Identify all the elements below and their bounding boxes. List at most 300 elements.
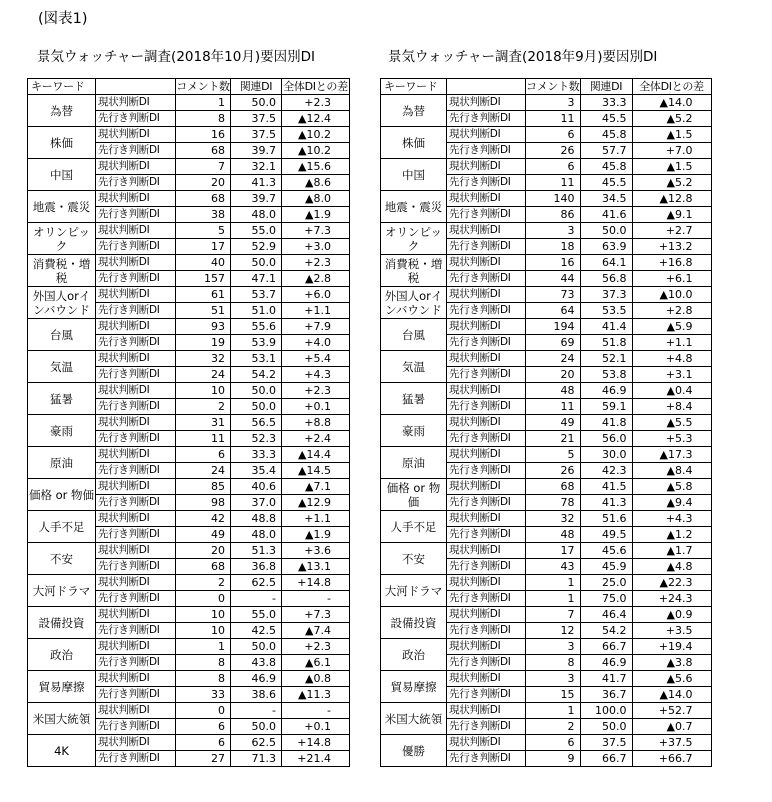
header-row xyxy=(381,79,712,95)
diff-overall-di-cell: +19.4 xyxy=(632,639,711,655)
keyword-cell: 株価 xyxy=(28,127,96,159)
diff-overall-di-cell: +3.6 xyxy=(282,543,350,559)
keyword-cell: 猛暑 xyxy=(28,383,96,415)
judgment-type-cell: 現状判断DI xyxy=(447,639,526,655)
header-diff-overall-di: 全体DIとの差 xyxy=(632,79,711,95)
comment-count-cell: 49 xyxy=(526,415,581,431)
diff-overall-di-cell: +7.9 xyxy=(282,319,350,335)
related-di-cell: 46.4 xyxy=(580,607,632,623)
related-di-cell: 38.6 xyxy=(231,687,282,703)
judgment-type-cell: 現状判断DI xyxy=(96,95,176,111)
header-type xyxy=(447,79,526,95)
comment-count-cell: 8 xyxy=(526,655,581,671)
related-di-cell: 59.1 xyxy=(580,399,632,415)
related-di-cell: 36.8 xyxy=(231,559,282,575)
related-di-cell: 32.1 xyxy=(231,159,282,175)
header-related-di: 関連DI xyxy=(231,79,282,95)
table-title-sep: 景気ウォッチャー調査(2018年9月)要因別DI xyxy=(388,49,658,65)
related-di-cell: 54.2 xyxy=(231,367,282,383)
related-di-cell: 45.5 xyxy=(580,175,632,191)
diff-overall-di-cell: +2.4 xyxy=(282,431,350,447)
related-di-cell: 51.6 xyxy=(580,511,632,527)
table-row xyxy=(28,735,350,751)
judgment-type-cell: 先行き判断DI xyxy=(447,719,526,735)
diff-overall-di-cell: +3.1 xyxy=(632,367,711,383)
comment-count-cell: 6 xyxy=(526,127,581,143)
related-di-cell: 41.4 xyxy=(580,319,632,335)
related-di-cell: 75.0 xyxy=(580,591,632,607)
keyword-cell: 政治 xyxy=(381,639,447,671)
related-di-cell: 63.9 xyxy=(580,239,632,255)
comment-count-cell: 26 xyxy=(526,463,581,479)
judgment-type-cell: 先行き判断DI xyxy=(447,623,526,639)
diff-overall-di-cell: ▲5.6 xyxy=(632,671,711,687)
comment-count-cell: 6 xyxy=(526,735,581,751)
comment-count-cell: 2 xyxy=(176,399,231,415)
related-di-cell: 41.7 xyxy=(580,671,632,687)
judgment-type-cell: 現状判断DI xyxy=(447,735,526,751)
table-row xyxy=(28,287,350,303)
judgment-type-cell: 先行き判断DI xyxy=(447,367,526,383)
diff-overall-di-cell: +4.0 xyxy=(282,335,350,351)
diff-overall-di-cell: ▲7.1 xyxy=(282,479,350,495)
keyword-cell: 地震・震災 xyxy=(28,191,96,223)
table-row xyxy=(28,639,350,655)
table-row xyxy=(381,255,712,271)
judgment-type-cell: 現状判断DI xyxy=(447,191,526,207)
comment-count-cell: 69 xyxy=(526,335,581,351)
keyword-di-table-oct xyxy=(27,78,350,767)
table-row xyxy=(381,671,712,687)
diff-overall-di-cell: ▲7.4 xyxy=(282,623,350,639)
diff-overall-di-cell: +14.8 xyxy=(282,575,350,591)
table-row xyxy=(381,159,712,175)
related-di-cell: 30.0 xyxy=(580,447,632,463)
keyword-cell: 中国 xyxy=(28,159,96,191)
related-di-cell: 45.8 xyxy=(580,127,632,143)
diff-overall-di-cell: +6.1 xyxy=(632,271,711,287)
comment-count-cell: 32 xyxy=(526,511,581,527)
related-di-cell: 50.0 xyxy=(231,95,282,111)
comment-count-cell: 18 xyxy=(526,239,581,255)
judgment-type-cell: 先行き判断DI xyxy=(96,207,176,223)
keyword-cell: 気温 xyxy=(381,351,447,383)
judgment-type-cell: 先行き判断DI xyxy=(447,751,526,767)
keyword-cell: 人手不足 xyxy=(381,511,447,543)
related-di-cell: 37.5 xyxy=(231,111,282,127)
related-di-cell: 37.0 xyxy=(231,495,282,511)
diff-overall-di-cell: ▲9.4 xyxy=(632,495,711,511)
diff-overall-di-cell: ▲4.8 xyxy=(632,559,711,575)
diff-overall-di-cell: ▲5.5 xyxy=(632,415,711,431)
comment-count-cell: 7 xyxy=(176,159,231,175)
comment-count-cell: 3 xyxy=(526,223,581,239)
related-di-cell: 41.8 xyxy=(580,415,632,431)
comment-count-cell: 157 xyxy=(176,271,231,287)
comment-count-cell: 10 xyxy=(176,623,231,639)
related-di-cell: 50.0 xyxy=(231,383,282,399)
judgment-type-cell: 現状判断DI xyxy=(447,671,526,687)
comment-count-cell: 9 xyxy=(526,751,581,767)
related-di-cell: 51.0 xyxy=(231,303,282,319)
related-di-cell: 35.4 xyxy=(231,463,282,479)
related-di-cell: 37.5 xyxy=(231,127,282,143)
related-di-cell: 34.5 xyxy=(580,191,632,207)
judgment-type-cell: 先行き判断DI xyxy=(96,271,176,287)
keyword-cell: 中国 xyxy=(381,159,447,191)
judgment-type-cell: 現状判断DI xyxy=(96,575,176,591)
diff-overall-di-cell: +7.0 xyxy=(632,143,711,159)
table-row xyxy=(28,703,350,719)
judgment-type-cell: 先行き判断DI xyxy=(447,527,526,543)
related-di-cell: 37.3 xyxy=(580,287,632,303)
diff-overall-di-cell: ▲10.2 xyxy=(282,143,350,159)
keyword-cell: オリンピック xyxy=(28,223,96,255)
related-di-cell: 48.0 xyxy=(231,207,282,223)
comment-count-cell: 61 xyxy=(176,287,231,303)
comment-count-cell: 0 xyxy=(176,591,231,607)
comment-count-cell: 8 xyxy=(176,655,231,671)
header-diff-overall-di: 全体DIとの差 xyxy=(283,80,348,93)
diff-overall-di-cell: ▲14.5 xyxy=(282,463,350,479)
comment-count-cell: 32 xyxy=(176,351,231,367)
keyword-cell: 貿易摩擦 xyxy=(381,671,447,703)
related-di-cell: 57.7 xyxy=(580,143,632,159)
related-di-cell: 56.0 xyxy=(580,431,632,447)
related-di-cell: - xyxy=(231,703,282,719)
comment-count-cell: 73 xyxy=(526,287,581,303)
related-di-cell: 39.7 xyxy=(231,143,282,159)
table-row xyxy=(28,319,350,335)
judgment-type-cell: 先行き判断DI xyxy=(96,655,176,671)
keyword-cell: 人手不足 xyxy=(28,511,96,543)
table-row xyxy=(28,543,350,559)
keyword-cell: 価格 or 物価 xyxy=(381,479,447,511)
comment-count-cell: 1 xyxy=(176,95,231,111)
judgment-type-cell: 先行き判断DI xyxy=(96,559,176,575)
diff-overall-di-cell: ▲13.1 xyxy=(282,559,350,575)
diff-overall-di-cell: +14.8 xyxy=(282,735,350,751)
table-row xyxy=(381,447,712,463)
judgment-type-cell: 現状判断DI xyxy=(96,511,176,527)
judgment-type-cell: 現状判断DI xyxy=(96,383,176,399)
table-row xyxy=(28,479,350,495)
table-row xyxy=(28,351,350,367)
comment-count-cell: 1 xyxy=(526,591,581,607)
comment-count-cell: 11 xyxy=(526,111,581,127)
keyword-cell: 貿易摩擦 xyxy=(28,671,96,703)
related-di-cell: 40.6 xyxy=(231,479,282,495)
related-di-cell: 42.5 xyxy=(231,623,282,639)
comment-count-cell: 27 xyxy=(176,751,231,767)
judgment-type-cell: 先行き判断DI xyxy=(447,399,526,415)
table-row xyxy=(28,607,350,623)
comment-count-cell: 68 xyxy=(526,479,581,495)
keyword-cell: 設備投資 xyxy=(381,607,447,639)
table-row xyxy=(381,351,712,367)
comment-count-cell: 20 xyxy=(176,543,231,559)
comment-count-cell: 10 xyxy=(176,383,231,399)
header-comment-count: コメント数 xyxy=(176,80,230,93)
comment-count-cell: 0 xyxy=(176,703,231,719)
comment-count-cell: 20 xyxy=(176,175,231,191)
table-row xyxy=(381,415,712,431)
judgment-type-cell: 先行き判断DI xyxy=(96,623,176,639)
table-row xyxy=(28,95,350,111)
comment-count-cell: 51 xyxy=(176,303,231,319)
judgment-type-cell: 現状判断DI xyxy=(96,703,176,719)
related-di-cell: 100.0 xyxy=(580,703,632,719)
related-di-cell: 46.9 xyxy=(580,655,632,671)
diff-overall-di-cell: - xyxy=(282,591,350,607)
related-di-cell: 36.7 xyxy=(580,687,632,703)
diff-overall-di-cell: ▲9.1 xyxy=(632,207,711,223)
comment-count-cell: 8 xyxy=(176,111,231,127)
judgment-type-cell: 先行き判断DI xyxy=(96,591,176,607)
table-row xyxy=(381,479,712,495)
table-row xyxy=(381,543,712,559)
judgment-type-cell: 先行き判断DI xyxy=(96,175,176,191)
judgment-type-cell: 現状判断DI xyxy=(96,191,176,207)
judgment-type-cell: 先行き判断DI xyxy=(447,687,526,703)
related-di-cell: 54.2 xyxy=(580,623,632,639)
diff-overall-di-cell: ▲10.0 xyxy=(632,287,711,303)
diff-overall-di-cell: +4.3 xyxy=(282,367,350,383)
table-row xyxy=(381,287,712,303)
judgment-type-cell: 現状判断DI xyxy=(96,159,176,175)
comment-count-cell: 6 xyxy=(176,447,231,463)
related-di-cell: 53.1 xyxy=(231,351,282,367)
table-row xyxy=(28,383,350,399)
related-di-cell: 66.7 xyxy=(580,639,632,655)
header-row xyxy=(28,79,350,95)
judgment-type-cell: 先行き判断DI xyxy=(447,559,526,575)
table-row xyxy=(28,415,350,431)
judgment-type-cell: 先行き判断DI xyxy=(447,431,526,447)
related-di-cell: 53.7 xyxy=(231,287,282,303)
table-row xyxy=(381,703,712,719)
related-di-cell: 50.0 xyxy=(580,223,632,239)
comment-count-cell: 6 xyxy=(526,159,581,175)
comment-count-cell: 11 xyxy=(176,431,231,447)
judgment-type-cell: 現状判断DI xyxy=(96,671,176,687)
keyword-cell: 為替 xyxy=(28,95,96,127)
related-di-cell: 52.3 xyxy=(231,431,282,447)
diff-overall-di-cell: ▲12.8 xyxy=(632,191,711,207)
keyword-cell: 大河ドラマ xyxy=(381,575,447,607)
diff-overall-di-cell: +1.1 xyxy=(632,335,711,351)
related-di-cell: 50.0 xyxy=(231,719,282,735)
comment-count-cell: 5 xyxy=(526,447,581,463)
comment-count-cell: 8 xyxy=(176,671,231,687)
related-di-cell: 55.0 xyxy=(231,607,282,623)
related-di-cell: 46.9 xyxy=(580,383,632,399)
judgment-type-cell: 現状判断DI xyxy=(447,543,526,559)
judgment-type-cell: 現状判断DI xyxy=(447,607,526,623)
diff-overall-di-cell: +7.3 xyxy=(282,223,350,239)
judgment-type-cell: 現状判断DI xyxy=(447,415,526,431)
table-row xyxy=(28,223,350,239)
comment-count-cell: 6 xyxy=(176,735,231,751)
diff-overall-di-cell: +37.5 xyxy=(632,735,711,751)
comment-count-cell: 2 xyxy=(176,575,231,591)
related-di-cell: 43.8 xyxy=(231,655,282,671)
diff-overall-di-cell: +5.3 xyxy=(632,431,711,447)
judgment-type-cell: 先行き判断DI xyxy=(96,111,176,127)
judgment-type-cell: 先行き判断DI xyxy=(447,591,526,607)
related-di-cell: 56.8 xyxy=(580,271,632,287)
judgment-type-cell: 現状判断DI xyxy=(96,287,176,303)
judgment-type-cell: 先行き判断DI xyxy=(447,655,526,671)
comment-count-cell: 85 xyxy=(176,479,231,495)
diff-overall-di-cell: +2.3 xyxy=(282,383,350,399)
keyword-cell: 豪雨 xyxy=(28,415,96,447)
diff-overall-di-cell: +13.2 xyxy=(632,239,711,255)
table-row xyxy=(381,639,712,655)
judgment-type-cell: 現状判断DI xyxy=(447,287,526,303)
table-row xyxy=(28,255,350,271)
diff-overall-di-cell: +0.1 xyxy=(282,719,350,735)
comment-count-cell: 17 xyxy=(526,543,581,559)
diff-overall-di-cell: ▲14.0 xyxy=(632,95,711,111)
diff-overall-di-cell: ▲5.8 xyxy=(632,479,711,495)
related-di-cell: 51.8 xyxy=(580,335,632,351)
related-di-cell: 56.5 xyxy=(231,415,282,431)
comment-count-cell: 64 xyxy=(526,303,581,319)
comment-count-cell: 11 xyxy=(526,399,581,415)
keyword-cell: 政治 xyxy=(28,639,96,671)
judgment-type-cell: 現状判断DI xyxy=(96,543,176,559)
comment-count-cell: 15 xyxy=(526,687,581,703)
related-di-cell: 33.3 xyxy=(580,95,632,111)
table-row xyxy=(381,511,712,527)
comment-count-cell: 19 xyxy=(176,335,231,351)
judgment-type-cell: 現状判断DI xyxy=(447,319,526,335)
comment-count-cell: 31 xyxy=(176,415,231,431)
diff-overall-di-cell: ▲5.2 xyxy=(632,175,711,191)
table-row xyxy=(381,575,712,591)
judgment-type-cell: 先行き判断DI xyxy=(96,143,176,159)
comment-count-cell: 86 xyxy=(526,207,581,223)
keyword-cell: 4K xyxy=(28,735,96,767)
judgment-type-cell: 現状判断DI xyxy=(447,383,526,399)
judgment-type-cell: 現状判断DI xyxy=(447,447,526,463)
related-di-cell: 52.1 xyxy=(580,351,632,367)
comment-count-cell: 93 xyxy=(176,319,231,335)
related-di-cell: 39.7 xyxy=(231,191,282,207)
related-di-cell: 41.6 xyxy=(580,207,632,223)
header-keyword: キーワード xyxy=(381,79,447,95)
comment-count-cell: 12 xyxy=(526,623,581,639)
table-row xyxy=(28,159,350,175)
diff-overall-di-cell: - xyxy=(282,703,350,719)
comment-count-cell: 40 xyxy=(176,255,231,271)
diff-overall-di-cell: ▲5.2 xyxy=(632,111,711,127)
comment-count-cell: 98 xyxy=(176,495,231,511)
related-di-cell: 66.7 xyxy=(580,751,632,767)
judgment-type-cell: 現状判断DI xyxy=(447,703,526,719)
related-di-cell: 51.3 xyxy=(231,543,282,559)
judgment-type-cell: 先行き判断DI xyxy=(447,335,526,351)
judgment-type-cell: 現状判断DI xyxy=(96,735,176,751)
keyword-cell: 株価 xyxy=(381,127,447,159)
comment-count-cell: 3 xyxy=(526,95,581,111)
diff-overall-di-cell: ▲0.9 xyxy=(632,607,711,623)
judgment-type-cell: 先行き判断DI xyxy=(96,719,176,735)
judgment-type-cell: 現状判断DI xyxy=(96,127,176,143)
comment-count-cell: 78 xyxy=(526,495,581,511)
diff-overall-di-cell: ▲17.3 xyxy=(632,447,711,463)
judgment-type-cell: 先行き判断DI xyxy=(96,495,176,511)
figure-label: (図表1) xyxy=(38,11,88,27)
diff-overall-di-cell: ▲8.6 xyxy=(282,175,350,191)
judgment-type-cell: 現状判断DI xyxy=(96,415,176,431)
related-di-cell: 45.9 xyxy=(580,559,632,575)
judgment-type-cell: 現状判断DI xyxy=(96,319,176,335)
diff-overall-di-cell: ▲5.9 xyxy=(632,319,711,335)
comment-count-cell: 194 xyxy=(526,319,581,335)
comment-count-cell: 44 xyxy=(526,271,581,287)
judgment-type-cell: 先行き判断DI xyxy=(447,239,526,255)
diff-overall-di-cell: ▲1.5 xyxy=(632,127,711,143)
judgment-type-cell: 先行き判断DI xyxy=(96,687,176,703)
comment-count-cell: 48 xyxy=(526,527,581,543)
comment-count-cell: 1 xyxy=(526,703,581,719)
header-type xyxy=(96,79,176,95)
table-row xyxy=(381,383,712,399)
comment-count-cell: 11 xyxy=(526,175,581,191)
diff-overall-di-cell: +2.3 xyxy=(282,255,350,271)
judgment-type-cell: 先行き判断DI xyxy=(96,239,176,255)
judgment-type-cell: 現状判断DI xyxy=(447,351,526,367)
diff-overall-di-cell: ▲3.8 xyxy=(632,655,711,671)
judgment-type-cell: 先行き判断DI xyxy=(447,303,526,319)
diff-overall-di-cell: ▲12.9 xyxy=(282,495,350,511)
judgment-type-cell: 現状判断DI xyxy=(447,511,526,527)
diff-overall-di-cell: +7.3 xyxy=(282,607,350,623)
table-row xyxy=(28,511,350,527)
diff-overall-di-cell: +1.1 xyxy=(282,511,350,527)
diff-overall-di-cell: +8.4 xyxy=(632,399,711,415)
comment-count-cell: 10 xyxy=(176,607,231,623)
diff-overall-di-cell: ▲0.8 xyxy=(282,671,350,687)
diff-overall-di-cell: +2.3 xyxy=(282,639,350,655)
diff-overall-di-cell: +3.0 xyxy=(282,239,350,255)
keyword-cell: 大河ドラマ xyxy=(28,575,96,607)
related-di-cell: 50.0 xyxy=(231,399,282,415)
comment-count-cell: 3 xyxy=(526,671,581,687)
keyword-cell: 不安 xyxy=(28,543,96,575)
related-di-cell: 45.5 xyxy=(580,111,632,127)
keyword-cell: 猛暑 xyxy=(381,383,447,415)
keyword-cell: 原油 xyxy=(381,447,447,479)
table-title-oct: 景気ウォッチャー調査(2018年10月)要因別DI xyxy=(37,49,315,65)
judgment-type-cell: 先行き判断DI xyxy=(96,527,176,543)
comment-count-cell: 24 xyxy=(176,367,231,383)
table-row xyxy=(28,671,350,687)
table-row xyxy=(381,607,712,623)
keyword-cell: 不安 xyxy=(381,543,447,575)
comment-count-cell: 24 xyxy=(176,463,231,479)
judgment-type-cell: 現状判断DI xyxy=(447,575,526,591)
comment-count-cell: 7 xyxy=(526,607,581,623)
comment-count-cell: 16 xyxy=(176,127,231,143)
keyword-cell: 米国大統領 xyxy=(381,703,447,735)
table-row xyxy=(381,95,712,111)
keyword-di-table-sep xyxy=(380,78,712,767)
judgment-type-cell: 現状判断DI xyxy=(447,223,526,239)
keyword-cell: 優勝 xyxy=(381,735,447,767)
